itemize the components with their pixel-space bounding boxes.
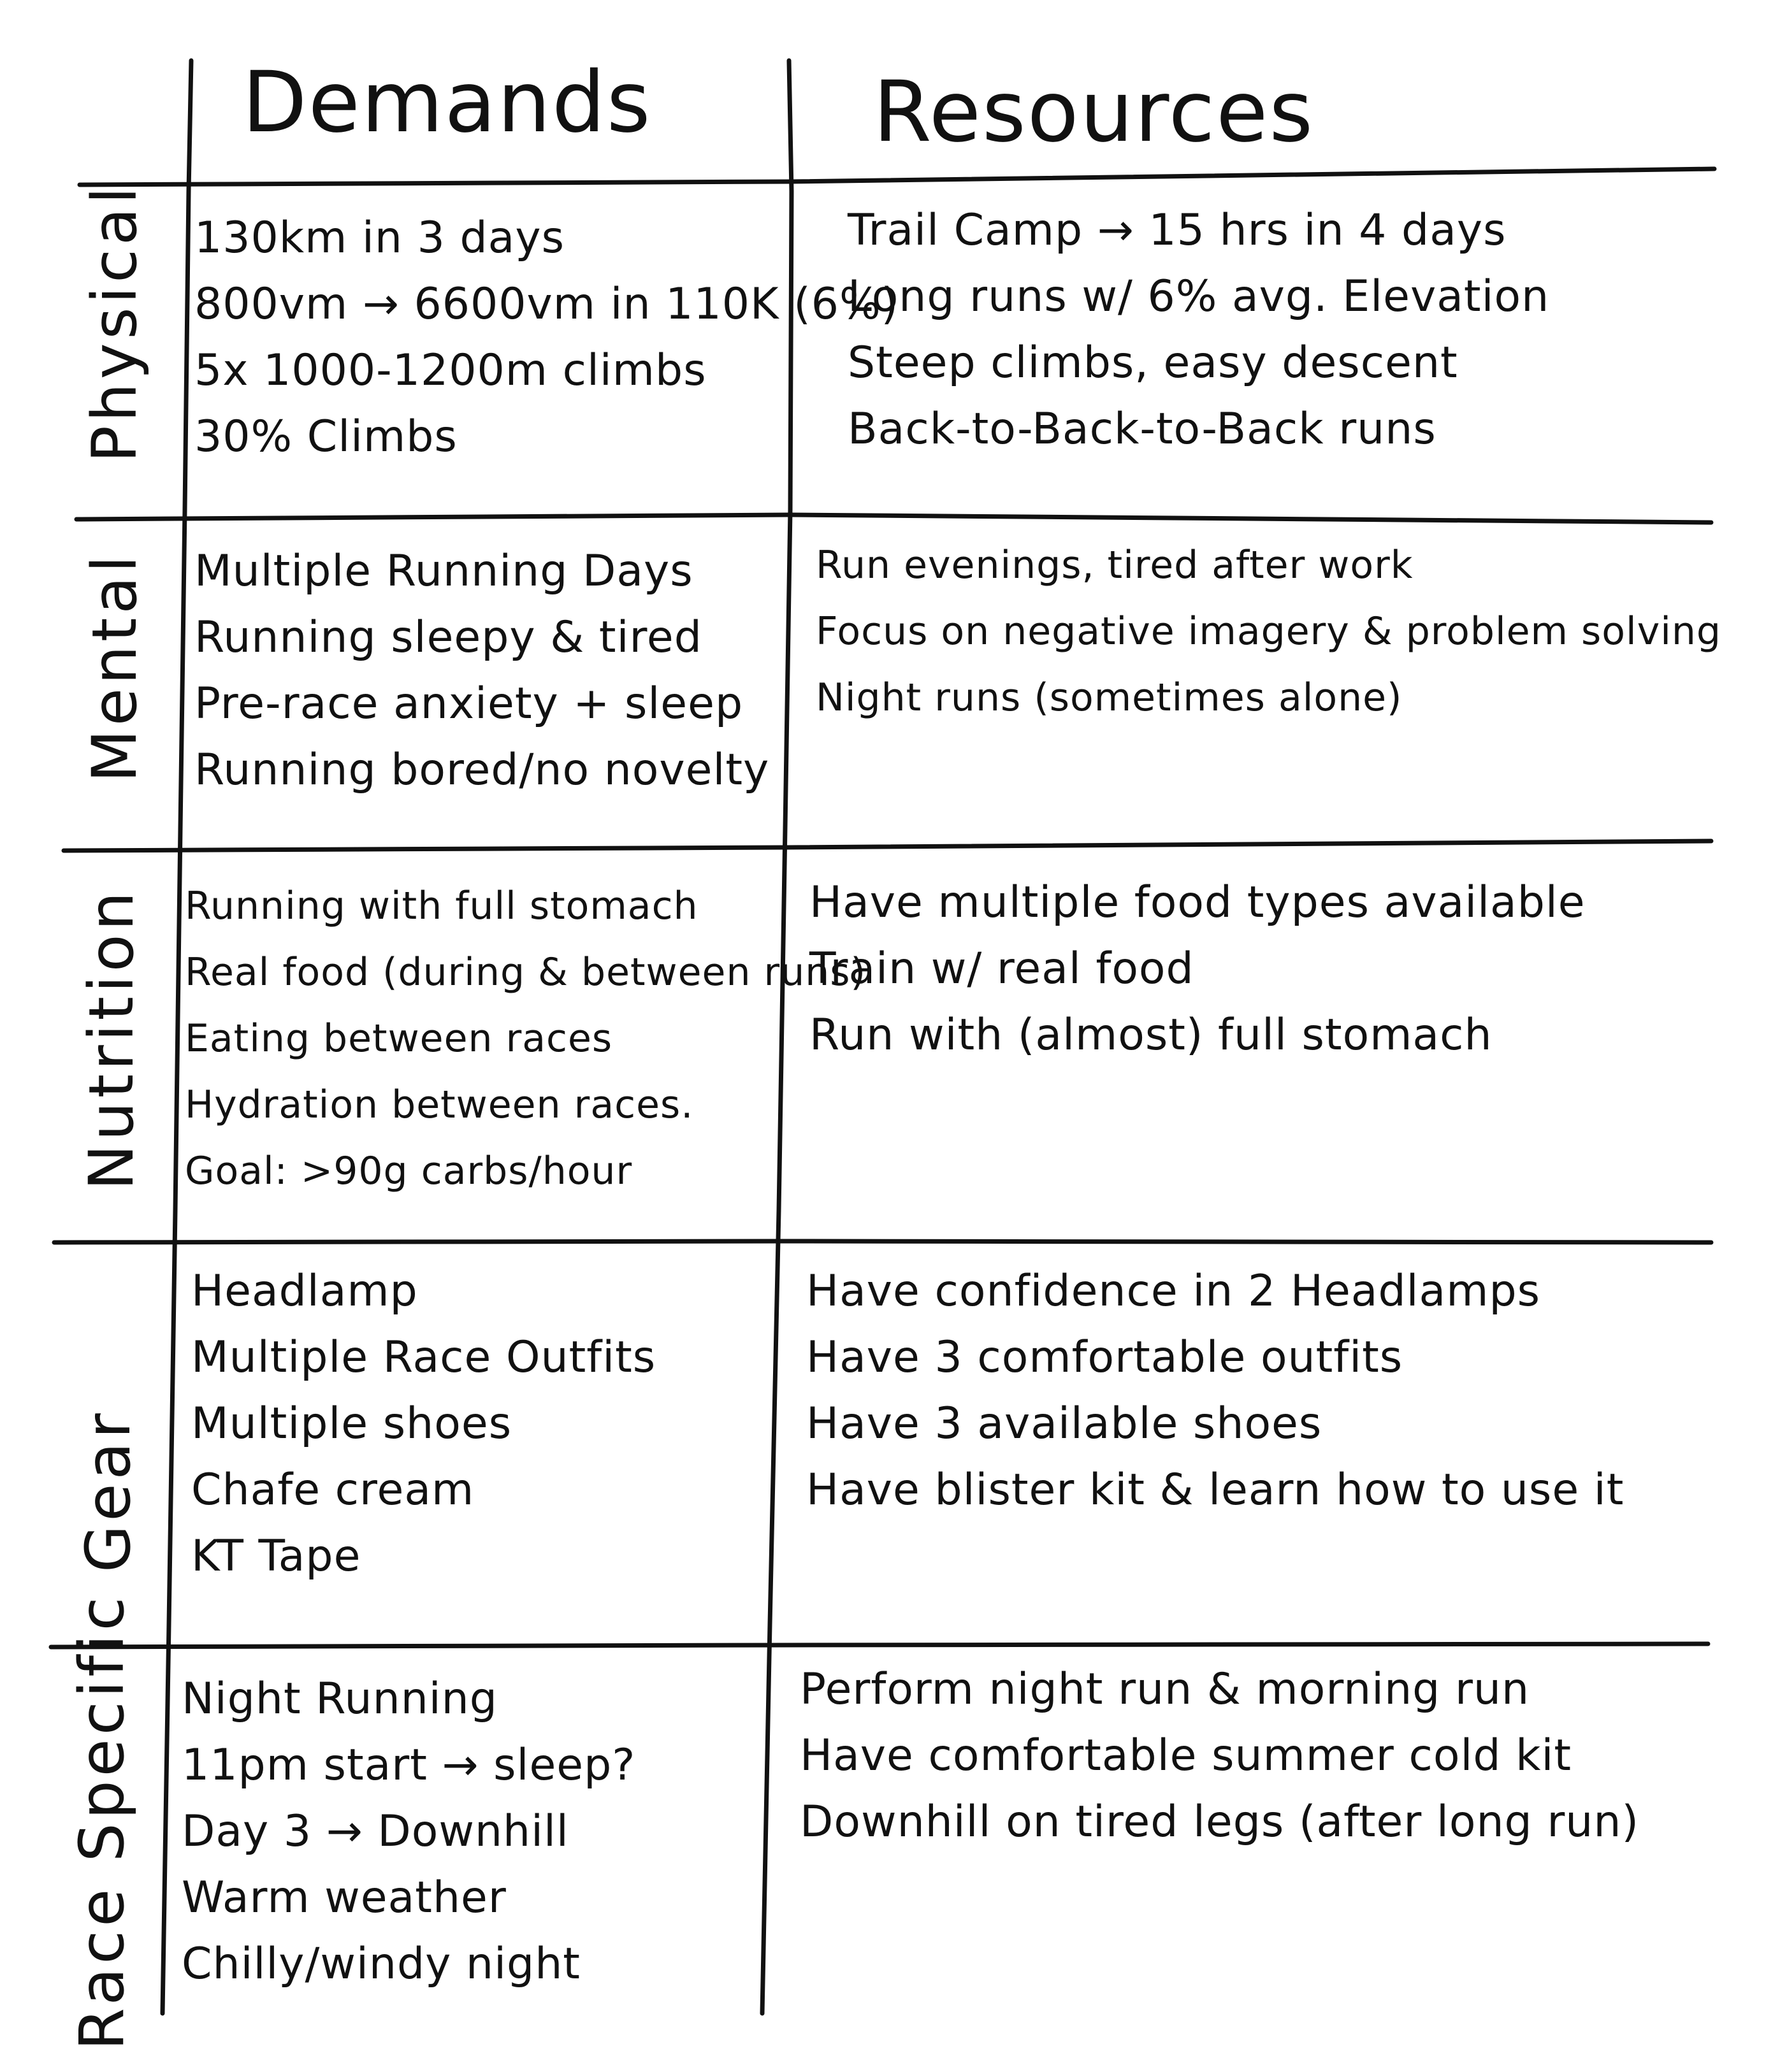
cell-race-specific-resources <box>800 1657 1639 1855</box>
list-item: Night Running <box>182 1674 498 1724</box>
list-item: Have 3 comfortable outfits <box>806 1332 1403 1383</box>
list-item: Train w/ real food <box>809 944 1194 994</box>
list-item: Multiple shoes <box>191 1399 512 1449</box>
list-item: 30% Climbs <box>194 412 458 462</box>
row-label-physical: Physical <box>79 183 150 463</box>
list-item: Run with (almost) full stomach <box>809 1010 1493 1060</box>
list-item: Have 3 available shoes <box>806 1399 1322 1449</box>
list-item: 5x 1000-1200m climbs <box>194 345 707 396</box>
list-item: Headlamp <box>191 1266 418 1316</box>
list-item: Multiple Race Outfits <box>191 1332 656 1383</box>
cell-race-specific-demands <box>182 1666 635 1997</box>
cell-nutrition-demands <box>185 873 866 1204</box>
list-item: Real food (during & between runs) <box>185 950 866 995</box>
grid-line-row-physical-bottom <box>76 515 1711 522</box>
list-item: Eating between races <box>185 1016 613 1061</box>
list-item: Chilly/windy night <box>182 1939 581 1989</box>
grid-line-row-gear-bottom <box>51 1644 1708 1647</box>
list-item: Steep climbs, easy descent <box>848 338 1458 388</box>
row-label-race-specific: Race Specific <box>66 1593 138 2050</box>
list-item: 11pm start → sleep? <box>182 1740 636 1790</box>
list-item: 130km in 3 days <box>194 213 565 263</box>
list-item: Have multiple food types available <box>809 877 1586 928</box>
grid-line-row-nutrition-bottom <box>54 1241 1711 1242</box>
cell-physical-demands <box>194 205 899 470</box>
list-item: 800vm → 6600vm in 110K (6%) <box>194 279 899 329</box>
grid-line-row-mental-bottom <box>64 841 1711 851</box>
cell-nutrition-resources <box>809 870 1586 1068</box>
header-resources: Resources <box>873 63 1315 161</box>
list-item: Have comfortable summer cold kit <box>800 1730 1572 1781</box>
cell-physical-resources <box>848 198 1549 463</box>
list-item: Day 3 → Downhill <box>182 1806 569 1857</box>
cell-mental-resources <box>816 532 1721 731</box>
grid-line-header-bottom <box>80 169 1714 185</box>
list-item: Running sleepy & tired <box>194 612 702 663</box>
list-item: Running bored/no novelty <box>194 745 770 795</box>
row-label-nutrition: Nutrition <box>76 888 147 1190</box>
list-item: Multiple Running Days <box>194 546 693 596</box>
list-item: Long runs w/ 6% avg. Elevation <box>848 271 1550 322</box>
list-item: Have confidence in 2 Headlamps <box>806 1266 1541 1316</box>
list-item: Trail Camp → 15 hrs in 4 days <box>848 205 1507 255</box>
row-label-mental: Mental <box>79 552 150 782</box>
header-demands: Demands <box>242 54 652 152</box>
cell-gear-resources <box>806 1258 1624 1523</box>
list-item: Goal: >90g carbs/hour <box>185 1149 633 1193</box>
list-item: Pre-race anxiety + sleep <box>194 679 744 729</box>
list-item: Warm weather <box>182 1873 507 1923</box>
list-item: Downhill on tired legs (after long run) <box>800 1797 1640 1847</box>
list-item: Perform night run & morning run <box>800 1664 1530 1715</box>
list-item: Focus on negative imagery & problem solving <box>816 609 1721 654</box>
list-item: Run evenings, tired after work <box>816 543 1414 587</box>
cell-mental-demands <box>194 538 769 803</box>
list-item: Hydration between races. <box>185 1083 694 1127</box>
list-item: Chafe cream <box>191 1465 475 1515</box>
row-label-gear: Gear <box>73 1409 144 1572</box>
list-item: Running with full stomach <box>185 884 698 928</box>
list-item: Back-to-Back-to-Back runs <box>848 404 1436 454</box>
list-item: Have blister kit & learn how to use it <box>806 1465 1624 1515</box>
list-item: KT Tape <box>191 1531 361 1581</box>
list-item: Night runs (sometimes alone) <box>816 675 1403 720</box>
cell-gear-demands <box>191 1258 656 1590</box>
